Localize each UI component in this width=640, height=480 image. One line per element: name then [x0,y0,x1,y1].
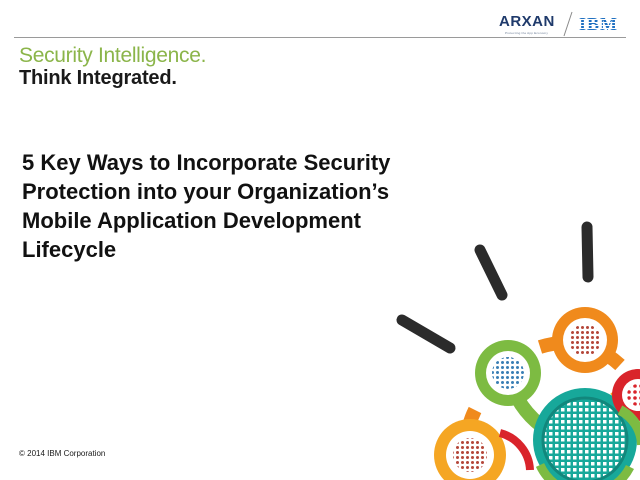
tagline-security-intelligence: Security Intelligence. [19,44,207,67]
arxan-logo-tagline: Protecting the App Economy [505,31,549,35]
security-network-illustration [380,215,640,480]
tagline-think-integrated: Think Integrated. [19,67,177,89]
logo-area [499,9,618,39]
ibm-logo: IBM [579,13,618,34]
logo-divider-icon [563,11,573,37]
ray-icon [480,250,502,295]
title-line: 5 Key Ways to Incorporate Security [22,150,391,175]
ray-icon [587,227,588,277]
title-line: Mobile Application Development [22,208,361,233]
header-divider [14,37,626,38]
arxan-logo [499,9,557,39]
copyright-notice: © 2014 IBM Corporation [19,449,106,458]
ray-icon [402,320,450,348]
title-line: Protection into your Organization’s [22,179,390,204]
title-line: Lifecycle [22,237,117,262]
arxan-logo-text: ARXAN [499,13,555,30]
